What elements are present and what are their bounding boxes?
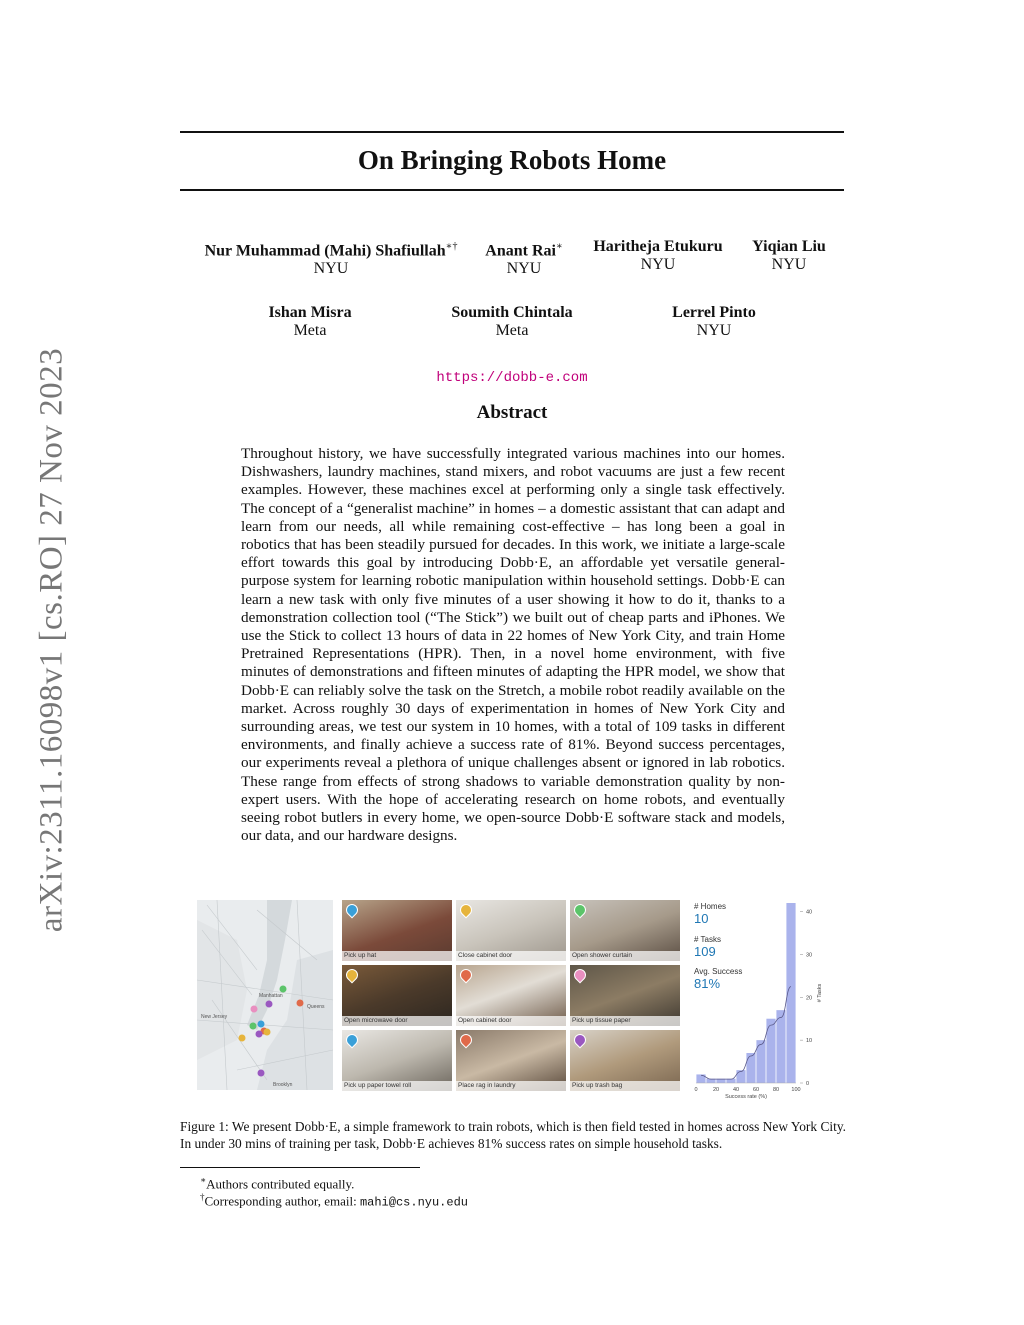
task-tile [456, 900, 566, 961]
author-mark: ∗ [555, 241, 563, 252]
nyc-map-image [197, 900, 333, 1090]
success-histogram [694, 895, 844, 1100]
author-affiliation: NYU [771, 256, 807, 273]
map-label-brooklyn: Brooklyn [273, 1082, 293, 1088]
homes-label: # Homes [694, 902, 727, 911]
histogram-bar [746, 1053, 755, 1083]
author-affiliation: Meta [293, 322, 327, 339]
x-axis-label: Success rate (%) [725, 1094, 767, 1100]
author-name: Yiqian Liu [752, 238, 826, 255]
author-etukuru [593, 238, 722, 274]
abstract-heading: Abstract [476, 402, 548, 423]
y-tick-label: 30 [806, 952, 813, 959]
footnote-text: Corresponding author, email: [204, 1193, 360, 1209]
author-affiliation: NYU [506, 260, 542, 278]
author-rai [485, 238, 562, 278]
author-affiliation: NYU [640, 256, 676, 273]
figure-1 [197, 895, 845, 1100]
success-label: Avg. Success [694, 967, 743, 976]
author-shafiullah [205, 238, 458, 278]
y-tick-label: 20 [806, 995, 813, 1002]
author-affiliation: Meta [495, 322, 529, 339]
x-tick-label: 40 [732, 1087, 740, 1093]
figure-caption: Figure 1: We present Dobb·E, a simple framework to train robots, which is then field tested in homes across New York City. In under 30 mins of training per task, Dobb·E achieves 81% success rates on simple household tasks. [180, 1119, 846, 1151]
author-pinto [672, 304, 756, 340]
author-liu [752, 238, 826, 274]
y-tick-label: 0 [806, 1081, 810, 1087]
author-name: Anant Rai [485, 242, 556, 260]
task-caption: Pick up trash bag [570, 1081, 680, 1091]
author-name: Haritheja Etukuru [593, 238, 723, 255]
author-chintala [451, 304, 572, 340]
x-tick-label: 100 [791, 1087, 801, 1093]
task-caption: Open cabinet door [456, 1016, 566, 1026]
task-tile [456, 1030, 566, 1091]
x-tick-label: 0 [694, 1087, 698, 1093]
map-label-manhattan: Manhattan [259, 993, 283, 999]
task-tile [342, 1030, 452, 1091]
author-name: Ishan Misra [268, 304, 352, 321]
y-tick-label: 40 [806, 909, 813, 916]
footnote-2 [200, 1189, 468, 1210]
task-caption: Pick up hat [342, 951, 452, 961]
task-caption: Open shower curtain [570, 951, 680, 961]
author-mark: ∗† [445, 241, 458, 252]
task-caption: Place rag in laundry [456, 1081, 566, 1091]
histogram-bar [736, 1070, 745, 1083]
tasks-value: 109 [694, 944, 716, 959]
arxiv-identifier: arXiv:2311.16098v1 [cs.RO] 27 Nov 2023 [33, 347, 70, 933]
task-caption: Open microwave door [342, 1016, 452, 1026]
x-tick-label: 60 [752, 1087, 760, 1093]
task-caption: Pick up tissue paper [570, 1016, 680, 1026]
footnote-mark: ∗ [200, 1175, 207, 1185]
email-link[interactable]: mahi@cs.nyu.edu [359, 1195, 468, 1210]
task-tile [342, 900, 452, 961]
task-caption: Pick up paper towel roll [342, 1081, 452, 1091]
task-image-grid [342, 900, 682, 1092]
footnote-rule [180, 1167, 420, 1168]
footnote-mark: † [200, 1192, 205, 1202]
abstract-body: Throughout history, we have successfully integrated various machines into our homes. Dishwashers, laundry machines, stand mixers, and robot vacuums are just a few recent examples. However, these machines excel at performing only a single task effectively. The concept of a “generalist machine” in homes – a domestic assistant that can adapt and learn from our needs, all while remaining cost-effective – has long been a goal in robotics that has been steadily pursued for decades. In this work, we initiate a large-scale effort towards this goal by introducing Dobb·E, an affordable yet versatile general-purpose system for learning robotic manipulation within household settings. Dobb·E can learn a new task with only five minutes of a user showing it how to do it, thanks to a demonstration collection tool (“The Stick”) we built out of cheap parts and iPhones. We use the Stick to collect 13 hours of data in 22 homes of New York City, and train Home Pretrained Representations (HPR). Then, in a novel home environment, with five minutes of demonstrations and fifteen minutes of adapting the HPR model, we show that Dobb·E can reliably solve the task on the Stretch, a mobile robot readily available on the market. Across roughly 30 days of experimentation in homes of New York City and surrounding areas, we test our system in 10 homes, with a total of 109 tasks in different environments, and finally achieve a success rate of 81%. Beyond success percentages, our experiments reveal a plethora of unique challenges absent or ignored in lab robotics. These range from effects of strong shadows to variable demonstration quality by non-expert users. With the hope of accelerating research on home robots, and eventually seeing robot butlers in every home, we open-source Dobb·E software stack and models, our data, and our hardware designs. [241, 445, 785, 845]
task-tile [570, 900, 680, 961]
footnote-text: Authors contributed equally. [206, 1176, 355, 1192]
task-tile [342, 965, 452, 1026]
author-name: Lerrel Pinto [672, 304, 756, 321]
author-misra [268, 304, 351, 340]
y-axis-label: # Tasks [817, 983, 823, 1003]
map-label-new-jersey: New Jersey [201, 1014, 228, 1020]
stats-panel [694, 895, 844, 1100]
x-tick-label: 20 [712, 1087, 720, 1093]
task-tile [570, 1030, 680, 1091]
title-bottom-rule [180, 189, 844, 191]
title-top-rule [180, 131, 844, 133]
author-affiliation: NYU [696, 322, 732, 339]
map-label-queens: Queens [307, 1004, 325, 1010]
author-name: Soumith Chintala [451, 304, 573, 321]
homes-value: 10 [694, 911, 709, 926]
task-caption: Close cabinet door [456, 951, 566, 961]
author-name: Nur Muhammad (Mahi) Shafiullah [204, 242, 446, 260]
map-graphic [197, 900, 333, 1090]
y-tick-label: 10 [806, 1038, 813, 1045]
author-affiliation: NYU [313, 260, 349, 278]
tasks-label: # Tasks [694, 935, 721, 944]
histogram-bar [776, 1010, 785, 1083]
x-tick-label: 80 [772, 1087, 780, 1093]
success-value: 81% [694, 976, 721, 991]
task-tile [570, 965, 680, 1026]
project-url-link[interactable]: https://dobb-e.com [436, 370, 588, 386]
task-tile [456, 965, 566, 1026]
paper-title: On Bringing Robots Home [357, 145, 667, 175]
